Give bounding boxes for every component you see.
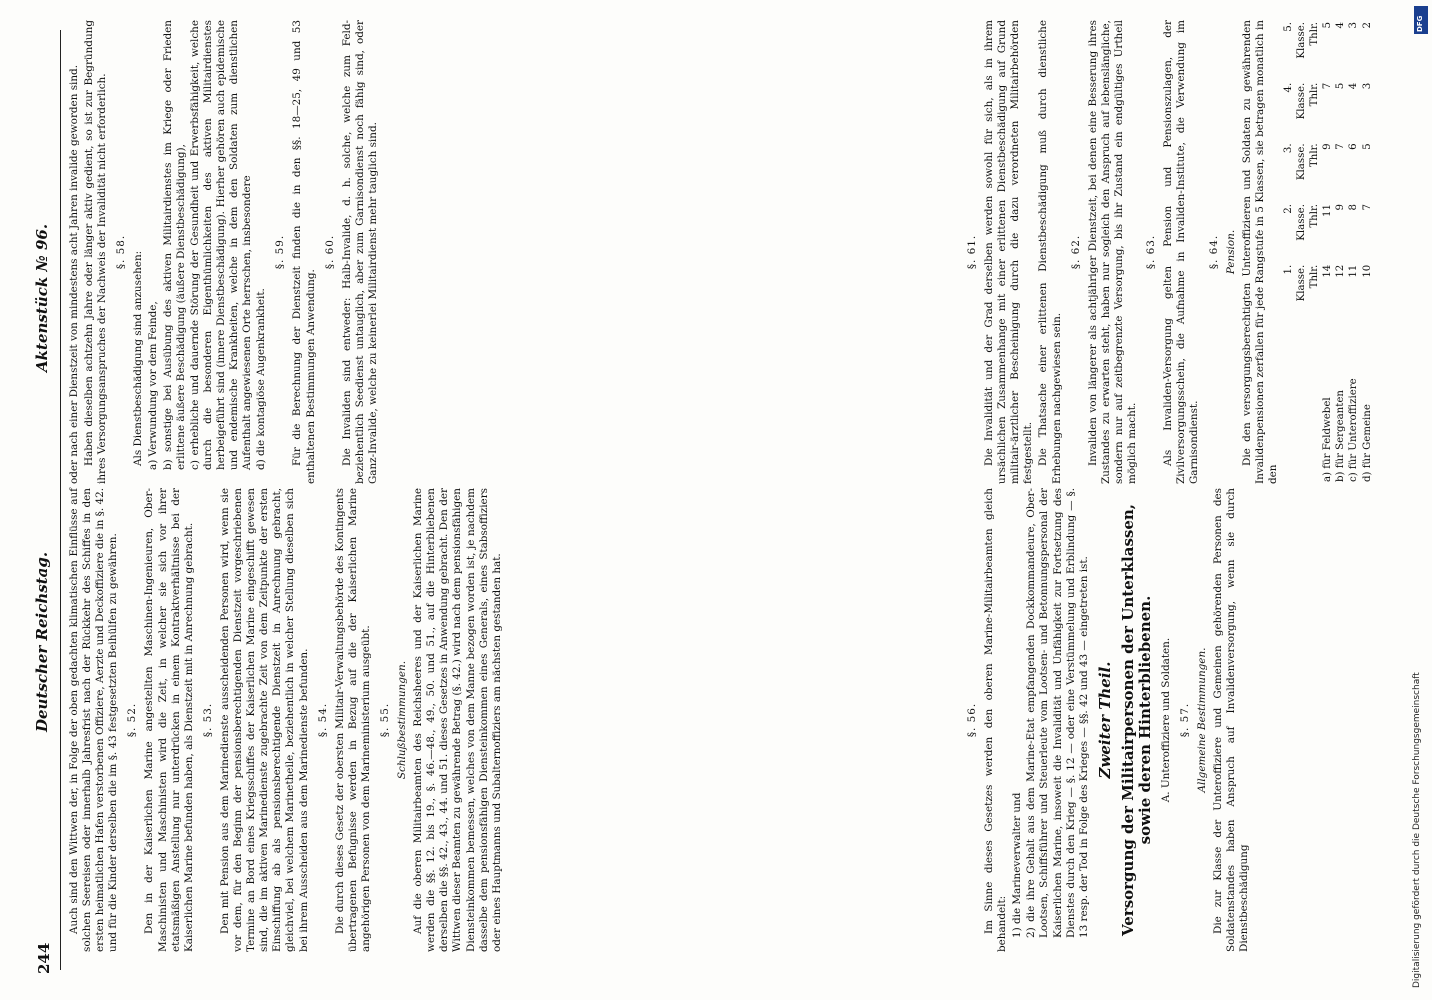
table-unit-cell: Thlr. <box>1309 143 1321 167</box>
table-row <box>1321 20 1334 484</box>
section-heading: §. 52. <box>126 702 139 738</box>
right-column <box>68 20 498 484</box>
header-rule <box>60 30 61 970</box>
section-heading: §. 64. <box>1207 234 1220 270</box>
paragraph: Als Dienstbeschädigung sind anzusehen: <box>132 250 145 466</box>
row-label: d) für Gemeine <box>1361 404 1373 482</box>
table-header-cell: Klasse. <box>1296 22 1308 59</box>
page-number: 244 <box>35 942 53 974</box>
table-header-cell: 1. <box>1282 264 1294 275</box>
section-heading: §. 60. <box>323 234 336 270</box>
table-cell: 7 <box>1322 82 1334 90</box>
row-label: c) für Unteroffiziere <box>1348 378 1360 482</box>
section-heading: §. 57. <box>1178 702 1191 738</box>
table-header-cell: Klasse. <box>1296 204 1308 241</box>
table-cell: 6 <box>1348 143 1360 150</box>
running-header <box>34 20 60 982</box>
table-cell: 5 <box>1335 82 1347 90</box>
table-row <box>1361 20 1374 484</box>
part-title: Versorgung der Militairpersonen der Unterklassen, sowie deren Hinterbliebenen. <box>1118 503 1154 937</box>
table-unit-cell: Thlr. <box>1309 22 1321 46</box>
table-header-cell: 5. <box>1282 22 1294 32</box>
table-cell: 3 <box>1361 82 1373 90</box>
table-cell: 11 <box>1348 264 1360 278</box>
table-cell: 8 <box>1348 204 1360 211</box>
section-heading: §. 53. <box>201 702 214 738</box>
paragraph: Haben dieselben achtzehn Jahre oder länger aktiv gedient, so ist zur Begründung ihres Versorgungsanspruches der Nachweis der Invalidität nicht erforderlich. <box>83 20 109 484</box>
table-header-cell: 3. <box>1282 143 1294 154</box>
table-header-cell: Klasse. <box>1296 264 1308 302</box>
table-header-cell: Klasse. <box>1296 143 1308 181</box>
paragraph: Die zur Klasse der Unteroffiziere und Gemeinen gehörenden Personen des Soldatenstandes haben Anspruch auf Invalidenversorgung, wenn sie durch Dienstbeschädigung <box>1212 488 1251 952</box>
table-header-row <box>1295 20 1308 484</box>
section-heading: §. 58. <box>115 234 128 270</box>
paragraph: Die den versorgungsberechtigten Unteroffizieren und Soldaten zu gewährenden Invalidenpensionen zerfallen für jede Rangstufe in 5 Klassen, sie betragen monatlich in den <box>1240 20 1279 484</box>
section-heading: §. 56. <box>966 702 978 738</box>
section-heading: §. 55. <box>378 702 391 738</box>
subheading: Schlußbestimmungen. <box>396 660 409 780</box>
section-heading: §. 63. <box>1145 234 1158 270</box>
section-heading: §. 61. <box>966 234 978 270</box>
paragraph: Auch sind den Wittwen der, in Folge der oben gedachten klimatischen Einflüsse auf solchen Seereisen oder innerhalb Jahresfrist nach der Rückkehr des Schiffes in den ersten heimatlichen Hafen verstorbenen Offiziere, Aerzte und Deckoffiziere die in §. 42. und für die Kinder derselben die im §. 43 festgesetzten Beihülfen zu gewähren. <box>68 487 120 952</box>
subheading: Pension. <box>1224 229 1237 275</box>
part-heading: Zweiter Theil. <box>1095 661 1114 779</box>
subheading: Allgemeine Bestimmungen. <box>1196 647 1209 793</box>
table-header-row <box>1282 20 1295 484</box>
list-item: b) sonstige bei Ausübung des aktiven Militairdienstes im Kriege oder Frieden erlittene äußere Beschädigung (äußere Dienstbeschädigung), <box>161 20 187 470</box>
table-row <box>1334 20 1347 484</box>
table-cell: 2 <box>1361 22 1373 29</box>
section-heading: §. 54. <box>316 702 329 738</box>
table-row <box>1347 20 1360 484</box>
paragraph: Für die Berechnung der Dienstzeit finden die in den §§. 18—25, 49 und 53 enthaltenen Bestimmungen Anwendung. <box>291 20 317 484</box>
list-item: a) Verwundung vor dem Feinde, <box>147 301 160 470</box>
table-cell: 9 <box>1322 143 1334 150</box>
paragraph: Die Invalidität und der Grad derselben werden sowohl für sich, als in ihrem ursächlichen Zusammenhange mit einer erlittenen Dienstbeschädigung auf Grund militair-ärztlicher Bescheinigung durch die dazu verordneten Militairbehörden festgestellt. <box>983 20 1035 484</box>
table-unit-cell: Thlr. <box>1309 82 1321 107</box>
paragraph: Den mit Pension aus dem Marinedienste ausscheidenden Personen wird, wenn sie vor dem, für den Beginn der pensionsberechtigenden Dienstzeit vorgeschriebenen Termine an Bord eines Kriegsschiffes der Kaiserlichen Marine eingeschifft gewesen sind, die im aktiven Marinedienste zugebrachte Zeit von dem Zeitpunkte der ersten Einschiffung ab als pensionsberechtigende Dienstzeit in Anrechnung gebracht, gleichviel, bei welchem Marinetheile, beziehentlich in welcher Stellung dieselben sich bei ihrem Ausscheiden aus dem Marinedienste befunden. <box>218 488 310 952</box>
left-column <box>68 487 503 952</box>
list-item: c) erhebliche und dauernde Störung der Gesundheit und Erwerbsfähigkeit, welche durch die besonderen Eigenthümlichkeiten des aktiven Militairdienstes herbeigeführt sind (innere Dienstbeschädigung). Hierher gehören auch epidemische und endemische Krankheiten, welche in dem den Soldaten zum dienstlichen Aufenthalt angewiesenen Orte herrschen, insbesondere <box>188 20 254 470</box>
table-header-row <box>1308 20 1321 484</box>
paragraph: Auf die oberen Militairbeamten des Reichsheeres und der Kaiserlichen Marine werden die §§. 12. bis 19., §. 46.—48., 49., 50. und 51., auf die Hinterbliebenen derselben die §§. 42., 43., 44. und 51. dieses Gesetzes in Anwendung gebracht. Den der Wittwen dieser Beamten zu gewährende Betrag (§. 42.) wird nach dem pensionsfähigen Diensteinkommen bemessen, welches von dem Manne bezogen worden ist, je nachdem dasselbe dem pensionsfähigen Diensteinkommen eines Generals, eines Stabsoffiziers oder eines Hauptmanns und Subalternoffiziers am nächsten gestanden hat. <box>412 488 503 952</box>
table-cell: 7 <box>1361 204 1373 211</box>
paragraph: Die durch dieses Gesetz der obersten Militair-Verwaltungsbehörde des Kontingents übertragenen Befugnisse werden in Bezug auf die der Kaiserlichen Marine angehörigen Personen von dem Marineministerium ausgeübt. <box>333 488 372 952</box>
table-cell: 9 <box>1335 204 1347 211</box>
funding-note-text: Digitalisierung gefördert durch die Deutsche Forschungsgemeinschaft <box>1412 672 1422 988</box>
row-label: b) für Sergeanten <box>1335 390 1347 482</box>
left-column-lower <box>960 488 1390 952</box>
table-cell: 5 <box>1361 143 1373 150</box>
table-cell: 7 <box>1335 143 1347 150</box>
section-heading: §. 62. <box>1069 234 1082 270</box>
table-unit-cell: Thlr. <box>1309 264 1321 289</box>
table-cell: 4 <box>1348 82 1360 90</box>
table-cell: 3 <box>1348 22 1360 29</box>
table-cell: 11 <box>1322 204 1334 218</box>
paragraph: Als Invaliden-Versorgung gelten Pension und Pensionszulagen, der Zivilversorgungsschein, die Aufnahme in Invaliden-Institute, die Verwendung im Garnisondienst. <box>1162 20 1201 484</box>
table-cell: 14 <box>1322 264 1334 278</box>
table-header-cell: Klasse. <box>1296 82 1308 120</box>
table-cell: 12 <box>1335 264 1347 278</box>
right-column-lower <box>960 20 1390 484</box>
paragraph: oder nach einer Dienstzeit von mindestens acht Jahren invalide geworden sind. <box>68 64 80 484</box>
dfg-logo-text: DFG <box>1416 15 1424 32</box>
list-item: 2) die ihre Gehalt aus dem Marine-Etat empfangenden Dockkommandeure, Ober-Lootsen, Schiffsführer und Steuerleute vom Lootsen- und Betonnungspersonal der Kaiserlichen Marine, insoweit die Invalidität und Unfähigkeit zur Fortsetzung des Dienstes durch den Krieg — §. 12 — oder eine Verstümmelung und Erblindung — §. 13 resp. der Tod in Folge des Krieges — §§. 42 und 43 — eingetreten ist. <box>1025 488 1090 938</box>
paragraph: Die Thatsache einer erlittenen Dienstbeschädigung muß durch dienstliche Erhebungen nachgewiesen sein. <box>1037 20 1063 484</box>
publication-title: Deutscher Reichstag. <box>33 551 51 732</box>
document-number: Aktenstück № 96. <box>33 223 51 372</box>
list-item: d) die kontagiöse Augenkrankheit. <box>255 288 268 470</box>
subsection-title: A. Unteroffiziere und Soldaten. <box>1159 637 1172 803</box>
table-cell: 10 <box>1361 264 1373 278</box>
paragraph: Invaliden von längerer als achtjähriger Dienstzeit, bei denen eine Besserung ihres Zustandes zu erwarten steht, haben nur sogleich den Anspruch auf lebenslängliche, sondern nur auf zeitbegrenzte Versorgung, bis ihr Zustand ein endgültiges Urtheil möglich macht. <box>1086 20 1139 484</box>
table-unit-cell: Thlr. <box>1309 204 1321 228</box>
paragraph: Den in der Kaiserlichen Marine angestellten Maschinen-Ingenieuren, Ober-Maschinisten und Maschinisten wird die Zeit, in welcher sie sich vor ihrer etatsmäßigen Anstellung nur unterdrücken in einem Kontraktverhältnisse bei der Kaiserlichen Marine befunden haben, als Dienstzeit mit in Anrechnung gebracht. <box>143 488 195 952</box>
row-label: a) für Feldwebel <box>1322 397 1334 482</box>
table-cell: 4 <box>1335 22 1347 29</box>
paragraph: Die Invaliden sind entweder: Halb-Invalide, d. h. solche, welche zum Feld- beziehentlich Seedienst untauglich, aber zum Garnisondienst noch fähig sind, oder Ganz-Invalide, welche zu keinerlei Militairdienst mehr tauglich sind. <box>340 20 379 484</box>
pension-table <box>1282 20 1374 484</box>
paragraph: Im Sinne dieses Gesetzes werden den oberen Marine-Militairbeamten gleich behandelt: <box>983 488 1009 952</box>
section-heading: §. 59. <box>274 234 287 270</box>
table-cell: 5 <box>1322 22 1334 29</box>
table-header-cell: 2. <box>1282 204 1294 214</box>
list-item: 1) die Marineverwalter und <box>1011 792 1024 938</box>
funding-note <box>1408 8 1430 1000</box>
table-header-cell: 4. <box>1282 82 1294 93</box>
